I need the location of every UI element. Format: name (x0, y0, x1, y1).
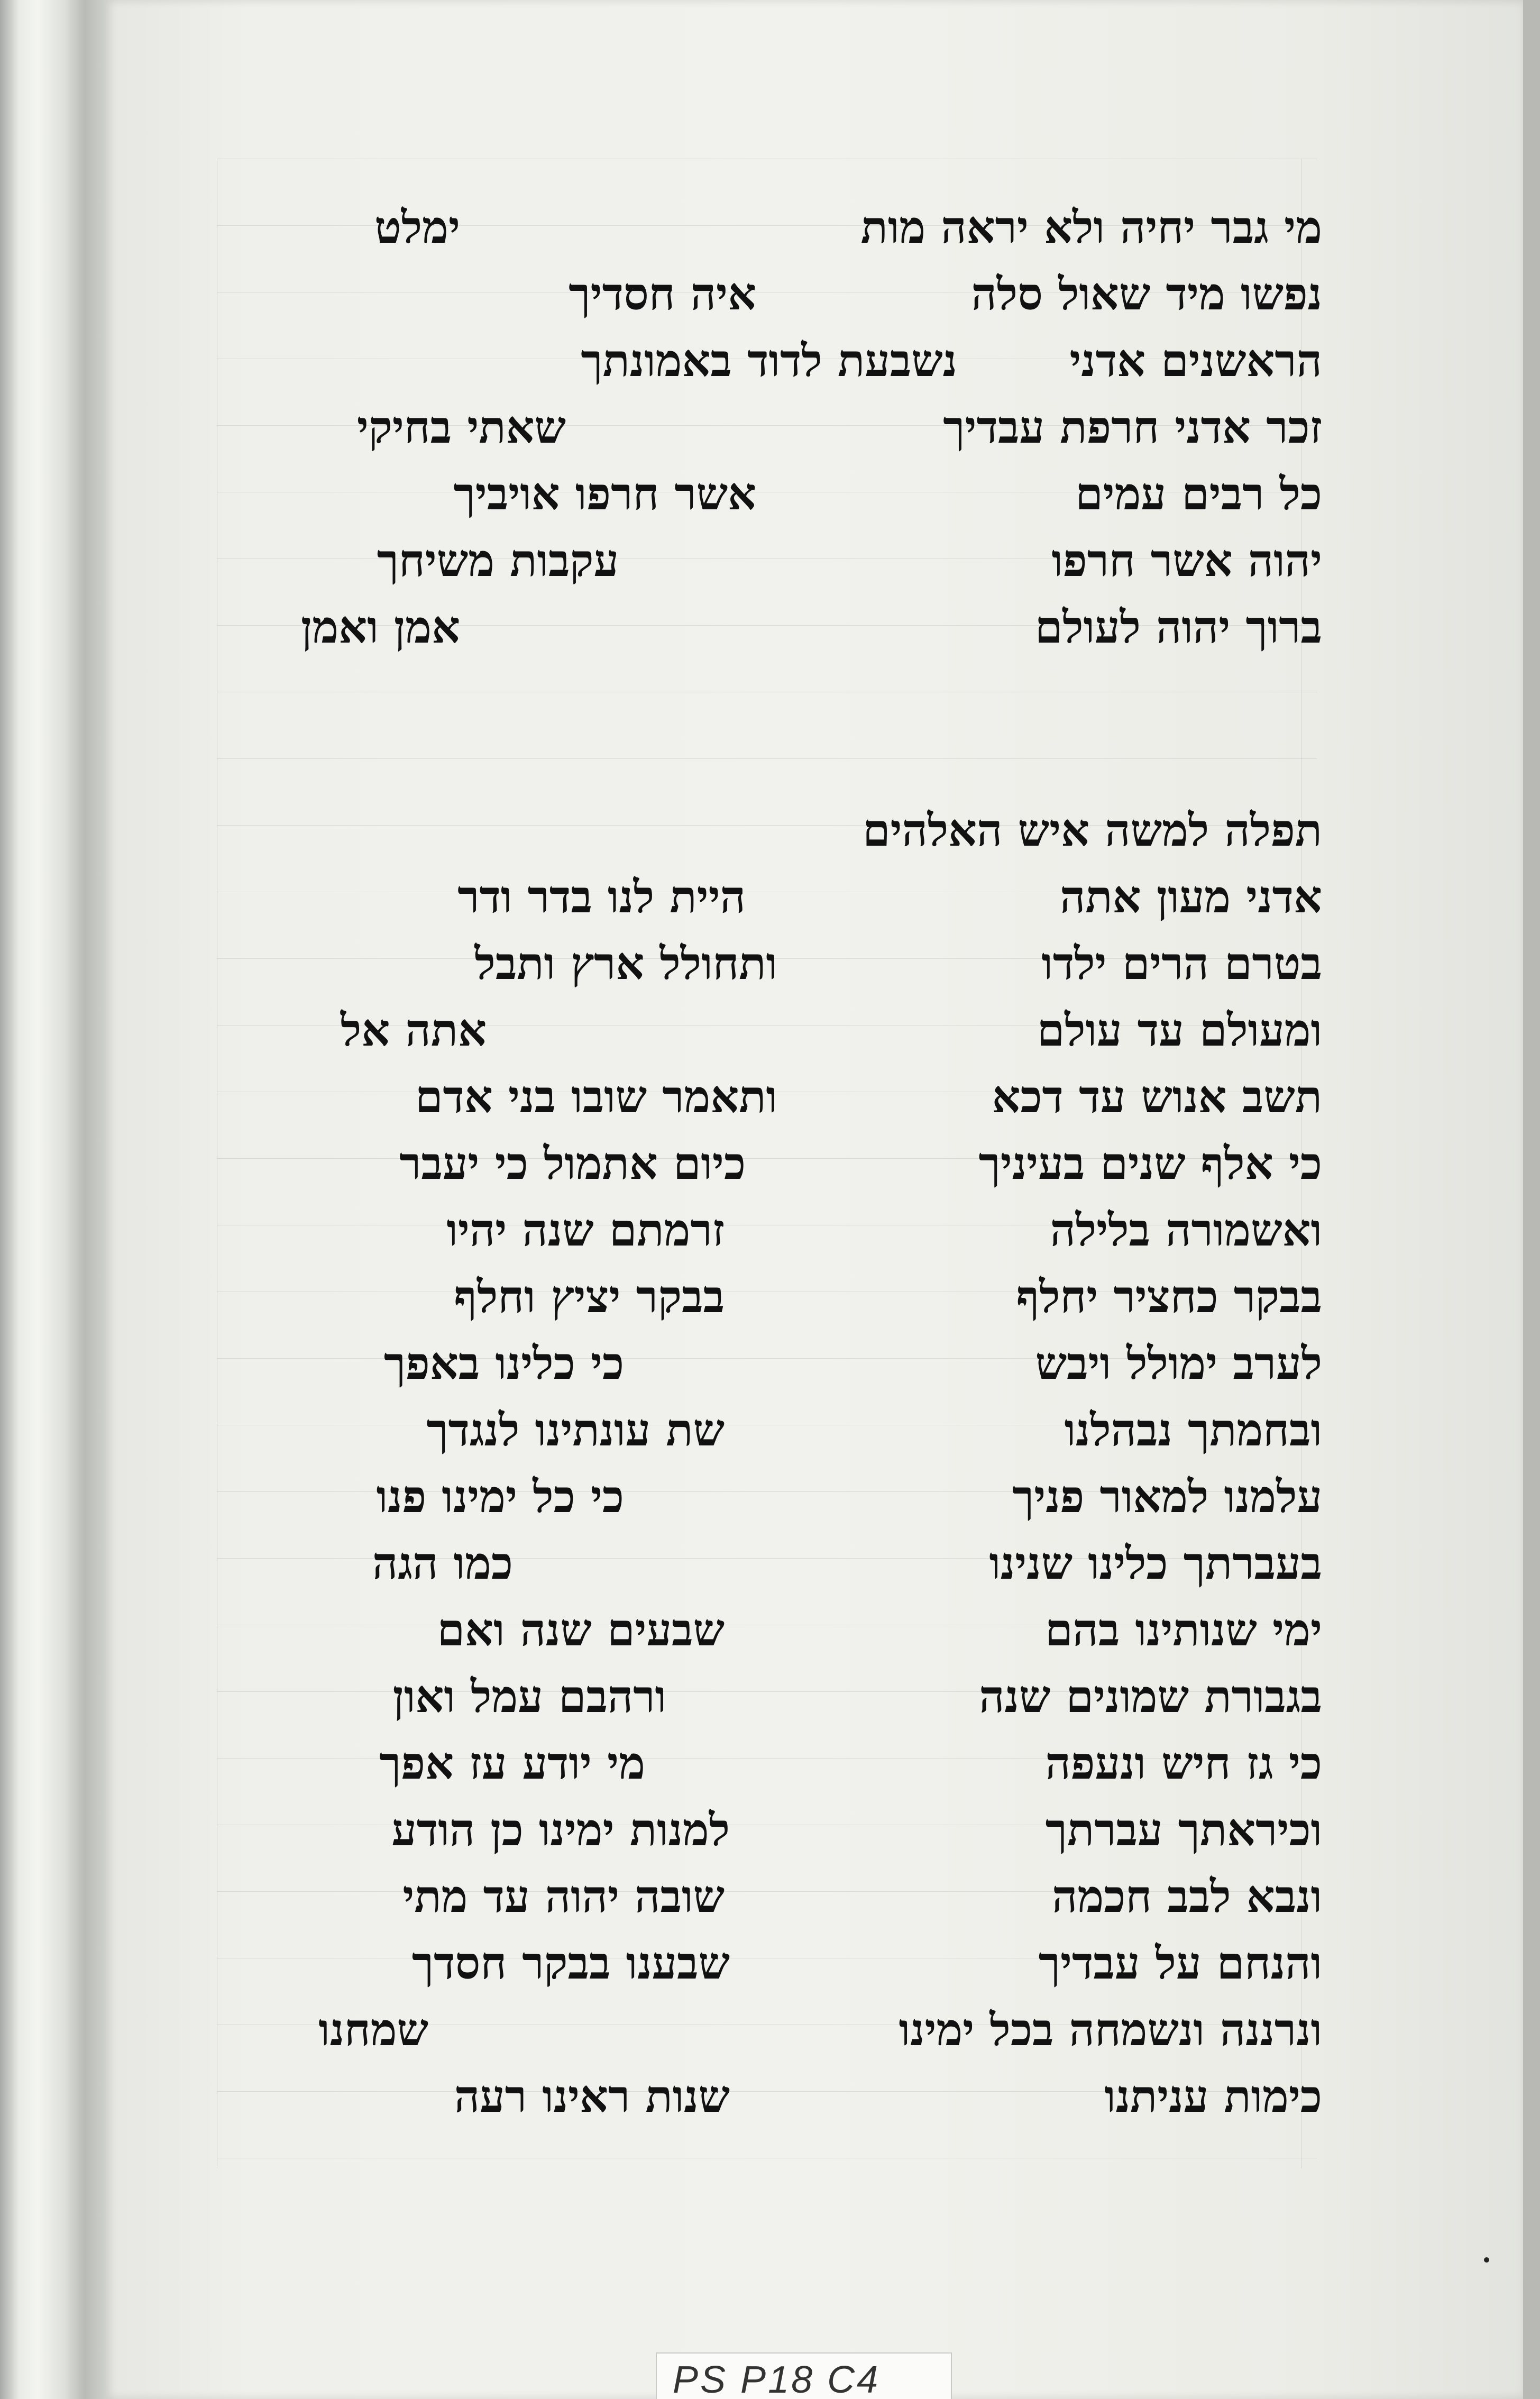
line-second-half: אתה אל (341, 1004, 487, 1056)
line-first-half: בעברתך כלינו שנינו (989, 1537, 1322, 1589)
line-second-half: שמחנו (318, 2003, 428, 2056)
text-line (217, 1398, 1322, 1462)
text-line (217, 1332, 1322, 1395)
line-first-half: בבקר כחציר יחלף (1016, 1270, 1322, 1323)
psalm-heading: תפלה למשה איש האלהים (863, 804, 1322, 856)
text-line (217, 1798, 1322, 1862)
line-second-half: ימלט (374, 201, 460, 253)
text-line (217, 932, 1322, 995)
line-second-half: שובה יהוה עד מתי (402, 1870, 725, 1922)
text-line (217, 1865, 1322, 1928)
line-second-half: נשבעת לדוד באמונתך (581, 334, 957, 387)
line-second-half: למנות ימינו כן הודע (391, 1803, 730, 1856)
text-line (217, 1732, 1322, 1795)
line-second-half: בבקר יציץ וחלף (454, 1270, 725, 1323)
line-second-half: היית לנו בדר ודר (457, 871, 746, 923)
line-second-half: מי יודע עז אפך (379, 1737, 645, 1789)
text-line (217, 1265, 1322, 1329)
page-right-edge (1523, 0, 1540, 2399)
text-line (217, 596, 1322, 659)
text-line (217, 1665, 1322, 1728)
line-second-half: שבענו בבקר חסדך (411, 1937, 730, 1989)
line-first-half: ובחמתך נבהלנו (1064, 1404, 1322, 1456)
line-first-half: וכיראתך עברתך (1045, 1803, 1322, 1856)
line-second-half: כי כלינו באפך (383, 1337, 624, 1389)
line-first-half: כימות עניתנו (1104, 2070, 1322, 2122)
line-first-half: בגבורת שמונים שנה (979, 1670, 1322, 1723)
text-line (217, 1465, 1322, 1528)
line-second-half: ותאמר שובו בני אדם (415, 1070, 777, 1123)
ink-speck (1484, 2257, 1489, 2263)
line-first-half: והנחם על עבדיך (1038, 1937, 1322, 1989)
line-first-half: ונרננה ונשמחה בכל ימינו (899, 2003, 1322, 2056)
text-line (217, 396, 1322, 459)
text-line (217, 1998, 1322, 2062)
line-second-half: שבעים שנה ואם (437, 1604, 725, 1656)
text-line (217, 196, 1322, 259)
line-first-half: עלמנו למאור פניך (1012, 1470, 1322, 1523)
line-first-half: כי גז חיש ונעפה (1045, 1737, 1322, 1789)
ruled-line (217, 758, 1317, 759)
line-first-half: אדני מעון אתה (1060, 871, 1322, 923)
text-line (217, 865, 1322, 929)
text-line (217, 999, 1322, 1062)
line-second-half: ורהבם עמל ואון (392, 1670, 666, 1723)
call-number-label: PS P18 C4 (656, 2352, 952, 2399)
text-line (217, 1931, 1322, 1995)
psalm-heading-block (217, 799, 1322, 862)
line-second-half: עקבות משיחך (377, 534, 619, 587)
line-second-half: אמן ואמן (300, 601, 460, 653)
line-first-half: מי גבר יחיה ולא יראה מות (860, 201, 1322, 253)
text-line (217, 462, 1322, 526)
line-first-half: ומעולם עד עולם (1037, 1004, 1322, 1056)
line-second-half: כמו הגה (372, 1537, 513, 1589)
line-first-half: לערב ימולל ויבש (1035, 1337, 1322, 1389)
line-first-half: ונבא לבב חכמה (1052, 1870, 1322, 1922)
text-line (217, 2065, 1322, 2128)
line-second-half: שאתי בחיקי (356, 401, 566, 453)
line-first-half: כי אלף שנים בעיניך (978, 1137, 1322, 1189)
line-second-half: שנות ראינו רעה (454, 2070, 730, 2122)
line-first-half: הראשנים אדני (1069, 334, 1322, 387)
line-second-half: ותחולל ארץ ותבל (474, 937, 777, 990)
line-first-half: ואשמורה בלילה (1050, 1204, 1322, 1256)
line-second-half: זרמתם שנה יהיו (446, 1204, 725, 1256)
line-second-half: כי כל ימינו פנו (376, 1470, 624, 1523)
text-line (217, 1198, 1322, 1262)
line-first-half: נפשו מיד שאול סלה (971, 268, 1322, 320)
text-line (217, 1132, 1322, 1195)
text-line (217, 1532, 1322, 1595)
text-line (217, 262, 1322, 326)
text-line (217, 1065, 1322, 1129)
line-first-half: בטרם הרים ילדו (1041, 937, 1322, 990)
line-second-half: אשר חרפו אויביך (453, 468, 756, 520)
text-line (217, 329, 1322, 392)
line-first-half: יהוה אשר חרפו (1051, 534, 1322, 587)
scroll-edge (0, 0, 106, 2399)
text-line (217, 529, 1322, 592)
line-second-half: איה חסדיך (569, 268, 756, 320)
text-line (217, 1598, 1322, 1662)
line-first-half: ברוך יהוה לעולם (1034, 601, 1322, 653)
line-second-half: שת עונתינו לנגדך (426, 1404, 725, 1456)
line-first-half: תשב אנוש עד דכא (992, 1070, 1322, 1123)
line-first-half: כל רבים עמים (1075, 468, 1322, 520)
line-first-half: ימי שנותינו בהם (1045, 1604, 1322, 1656)
line-second-half: כיום אתמול כי יעבר (399, 1137, 746, 1189)
line-first-half: זכר אדני חרפת עבדיך (943, 401, 1322, 453)
